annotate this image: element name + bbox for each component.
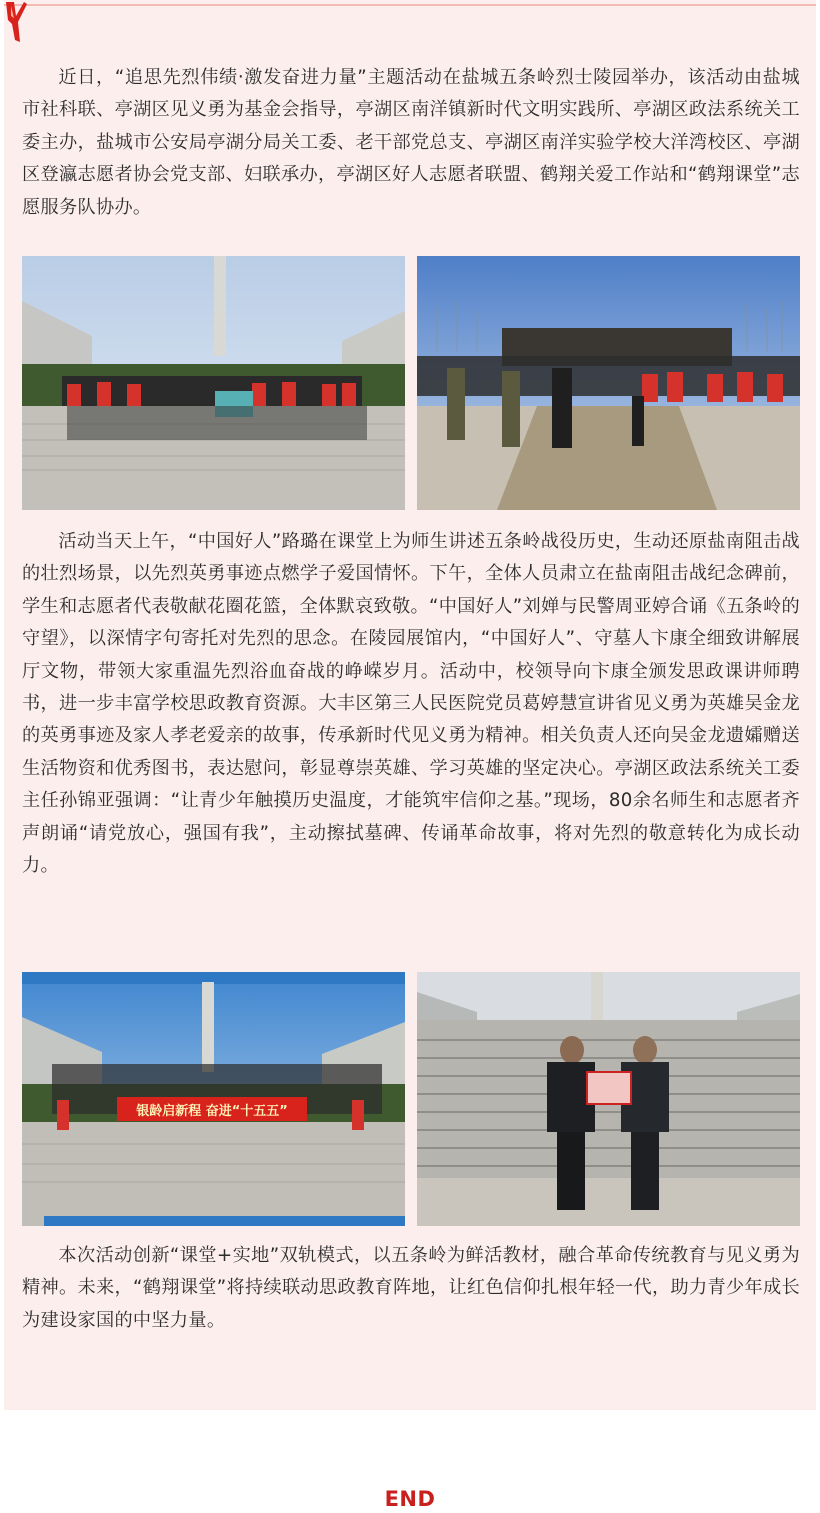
top-divider [4,4,816,6]
group-photo-monument [22,256,405,510]
paragraph-conclusion: 本次活动创新“课堂+实地”双轨模式，以五条岭为鲜活教材，融合革命传统教育与见义勇为精神。未来，“鹤翔课堂”将持续联动思政教育阵地，让红色信仰扎根年轻一代，助力青少年成长为建设家国的中坚力量。 [22,1245,800,1331]
end-label: END [384,1487,436,1511]
paragraph-intro: 近日，“追思先烈伟绩·激发奋进力量”主题活动在盐城五条岭烈士陵园举办，该活动由盐城市社科联、亭湖区见义勇为基金会指导，亭湖区南洋镇新时代文明实践所、亭湖区政法系统关工委主办，盐城市公安局亭湖分局关工委、老干部党总支、亭湖区南洋实验学校大洋湾校区、亭湖区登瀛志愿者协会党支部、妇联承办，亭湖区好人志愿者联盟、鹤翔关爱工作站和“鹤翔课堂”志愿服务队协办。 [22,67,800,218]
paragraph-activities: 活动当天上午，“中国好人”路璐在课堂上为师生讲述五条岭战役历史，生动还原盐南阻击战的壮烈场景，以先烈英勇事迹点燃学子爱国情怀。下午，全体人员肃立在盐南阻击战纪念碑前，学生和志愿者代表敬献花圈花篮，全体默哀致敬。“中国好人”刘婵与民警周亚婷合诵《五条岭的守望》，以深情字句寄托对先烈的思念。在陵园展馆内，“中国好人”、守墓人卞康全细致讲解展厅文物，带领大家重温先烈浴血奋战的峥嵘岁月。活动中，校领导向卞康全颁发思政课讲师聘书，进一步丰富学校思政教育资源。大丰区第三人民医院党员葛婷慧宣讲省见义勇为英雄吴金龙的英勇事迹及家人孝老爱亲的故事，传承新时代见义勇为精神。相关负责人还向吴金龙遗孀赠送生活物资和优秀图书，表达慰问，彰显尊崇英雄、学习英雄的坚定决心。亭湖区政法系统关工委主任孙锦亚强调：“让青少年触摸历史温度，才能筑牢信仰之基。”现场，80余名师生和志愿者齐声朗诵“请党放心，强国有我”，主动擦拭墓碑、传诵革命故事，将对先烈的敬意转化为成长动力。 [22,531,800,877]
memorial-ceremony-photo [417,256,800,510]
red-ribbon-icon [2,0,28,44]
certificate-presentation-photo [417,972,800,1226]
banner-text: 银龄启新程 奋进“十五五” [136,1104,288,1119]
group-banner-photo [22,972,405,1226]
